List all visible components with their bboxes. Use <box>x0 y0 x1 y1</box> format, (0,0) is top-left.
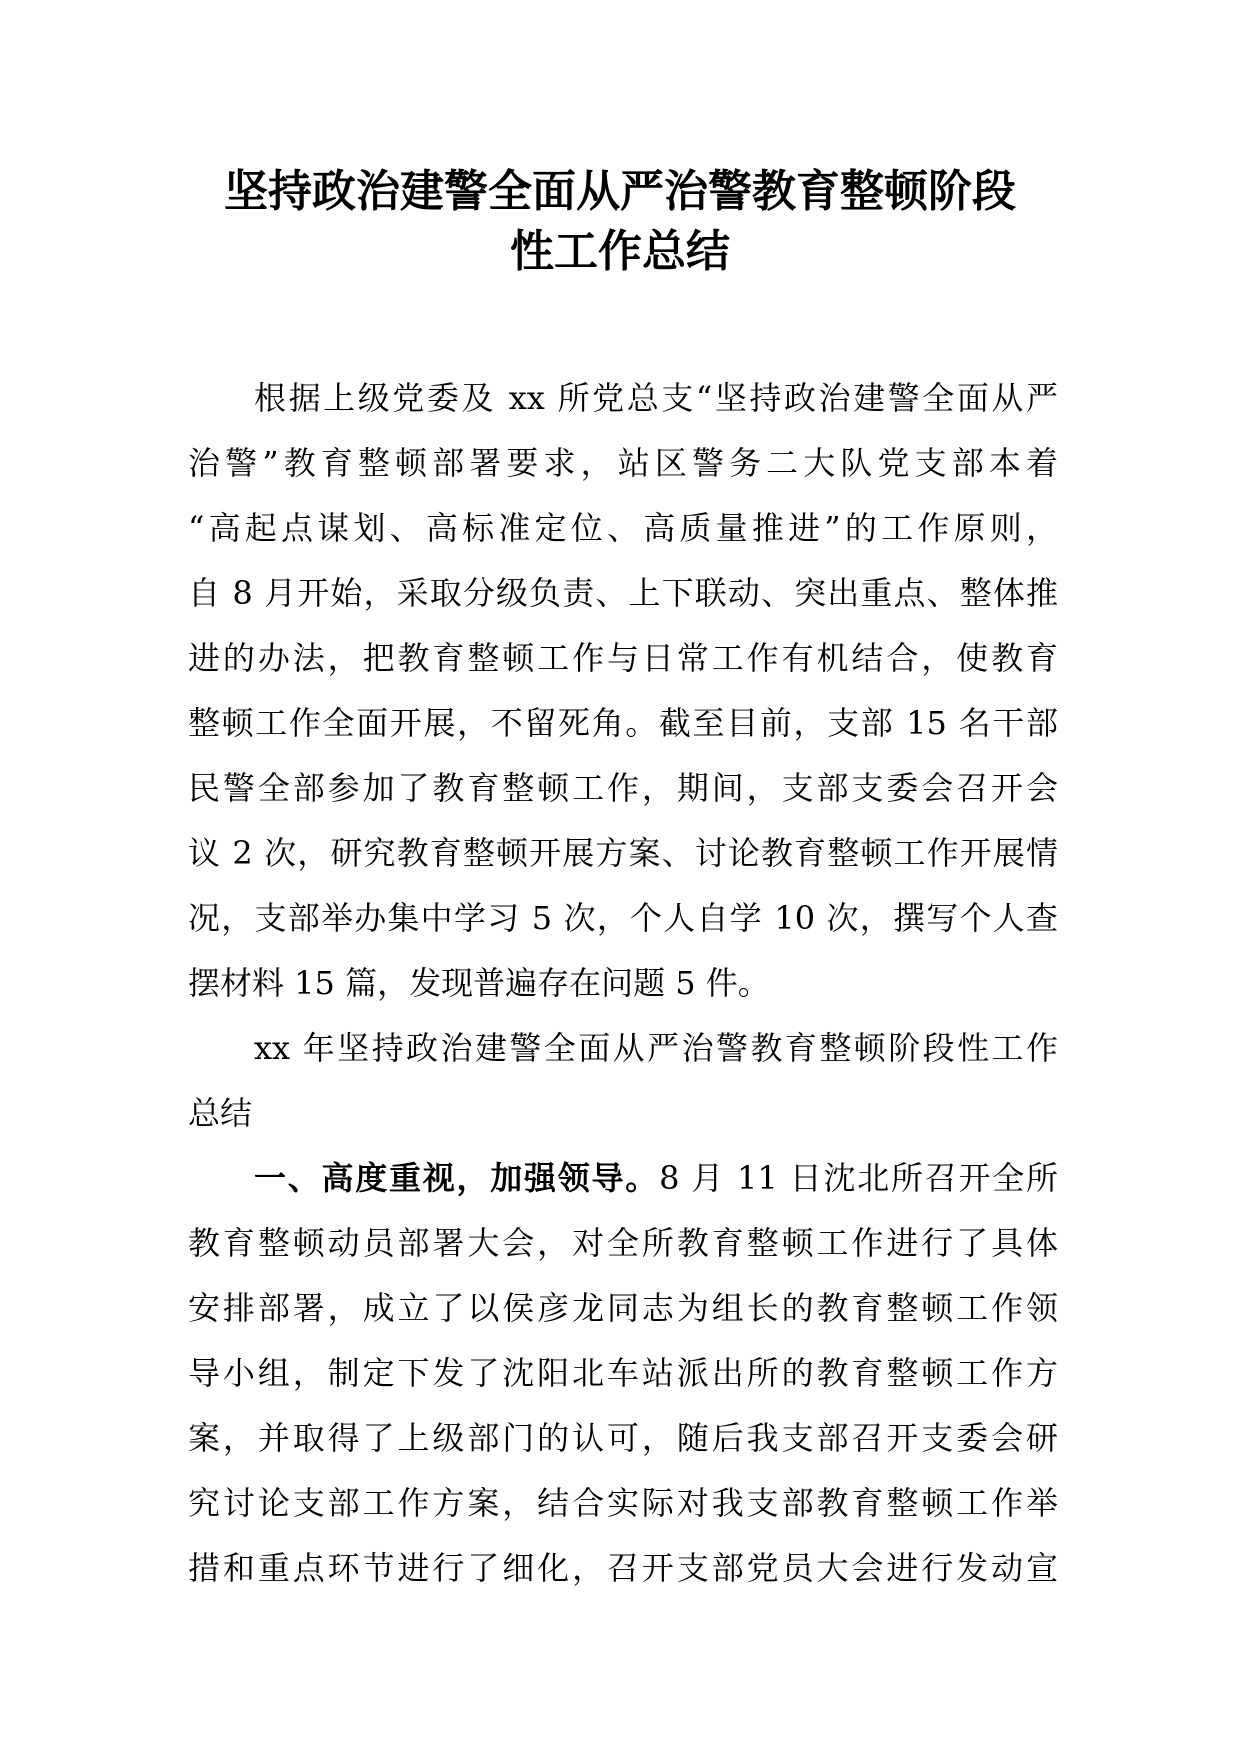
paragraph-line: 安排部署，成立了以侯彦龙同志为组长的教育整顿工作领 <box>188 1289 1058 1327</box>
paragraph-line: 案，并取得了上级部门的认可，随后我支部召开支委会研 <box>188 1419 1058 1457</box>
paragraph-line: 教育整顿动员部署大会，对全所教育整顿工作进行了具体 <box>188 1224 1058 1262</box>
document-title <box>180 162 1060 282</box>
paragraph-line: 况，支部举办集中学习 5 次，个人自学 10 次，撰写个人查 <box>188 899 1058 937</box>
paragraph-line: 民警全部参加了教育整顿工作，期间，支部支委会召开会 <box>188 769 1058 807</box>
paragraph-line: 议 2 次，研究教育整顿开展方案、讨论教育整顿工作开展情 <box>188 834 1058 872</box>
paragraph-line: 措和重点环节进行了细化，召开支部党员大会进行发动宣 <box>188 1549 1058 1587</box>
paragraph-line: “高起点谋划、高标准定位、高质量推进”的工作原则， <box>188 509 1058 547</box>
paragraph-line: 整顿工作全面开展，不留死角。截至目前，支部 15 名干部 <box>188 704 1058 742</box>
paragraph-text: 8 月 11 日沈北所召开全所 <box>659 1159 1058 1197</box>
section-heading: 一、高度重视，加强领导。 <box>254 1159 660 1197</box>
paragraph-line: 究讨论支部工作方案，结合实际对我支部教育整顿工作举 <box>188 1484 1058 1522</box>
paragraph-line <box>188 1146 1058 1211</box>
paragraph-line: 治警”教育整顿部署要求，站区警务二大队党支部本着 <box>188 444 1058 482</box>
paragraph-line: 根据上级党委及 xx 所党总支“坚持政治建警全面从严 <box>254 379 1058 417</box>
paragraph-line: 进的办法，把教育整顿工作与日常工作有机结合，使教育 <box>188 639 1058 677</box>
paragraph-1 <box>188 366 1058 1016</box>
paragraph-3 <box>188 1146 1058 1601</box>
paragraph-line: 导小组，制定下发了沈阳北车站派出所的教育整顿工作方 <box>188 1354 1058 1392</box>
paragraph-line: 总结 <box>188 1094 253 1132</box>
title-line-1: 坚持政治建警全面从严治警教育整顿阶段 <box>224 166 1016 217</box>
paragraph-line: 自 8 月开始，采取分级负责、上下联动、突出重点、整体推 <box>188 574 1058 612</box>
document-body <box>188 366 1058 1601</box>
paragraph-2 <box>188 1016 1058 1146</box>
paragraph-line: 摆材料 15 篇，发现普遍存在问题 5 件。 <box>188 964 770 1002</box>
paragraph-line: xx 年坚持政治建警全面从严治警教育整顿阶段性工作 <box>254 1029 1058 1067</box>
title-line-2: 性工作总结 <box>510 226 730 277</box>
